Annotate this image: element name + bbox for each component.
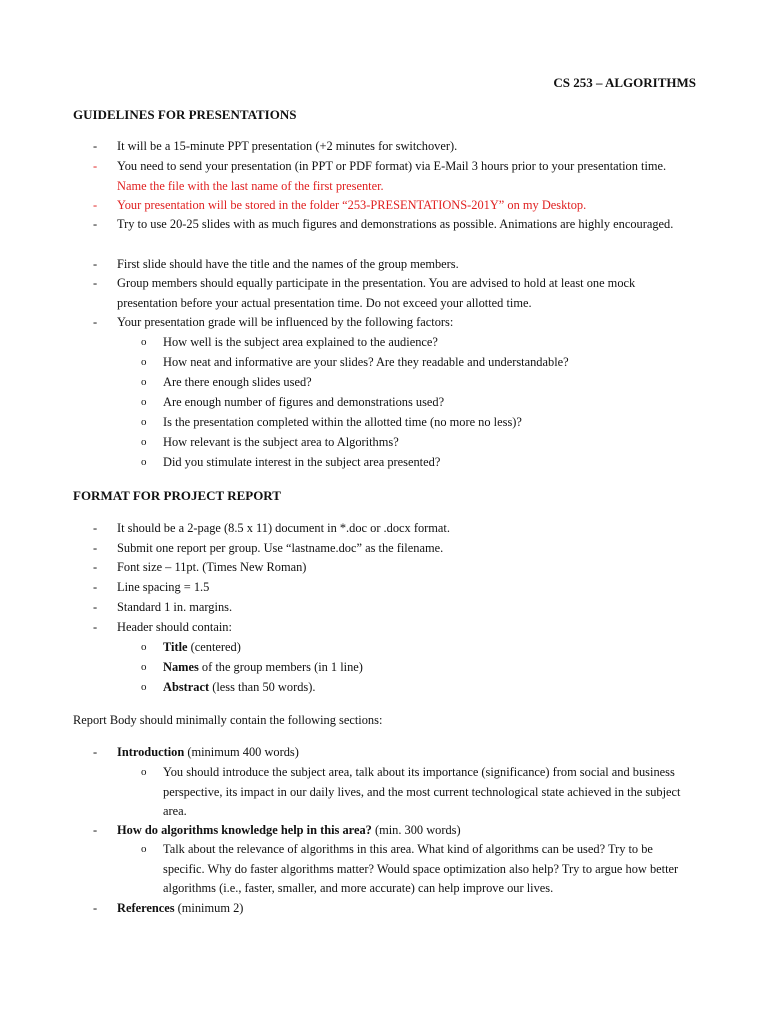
- bullet-marker: o: [141, 641, 147, 653]
- factor-text: How relevant is the subject area to Algorithms?: [163, 435, 399, 449]
- section-detail-text: Talk about the relevance of algorithms in this area. What kind of algorithms can be used? Try to be specific. Why do faster algorithms matter? Would space optimization also help? Try to argue how better algorithms (i.e., faster, smaller, and more accurate) can help improve our lives.: [163, 842, 679, 895]
- bullet-marker: o: [141, 416, 147, 428]
- section-item: [93, 899, 693, 919]
- guidelines-heading: GUIDELINES FOR PRESENTATIONS: [73, 107, 297, 122]
- dash-marker: -: [93, 620, 98, 634]
- bullet-marker: o: [141, 376, 147, 388]
- factor-item: [141, 433, 696, 453]
- dash-marker: -: [93, 580, 98, 594]
- guideline-text: Your presentation grade will be influenced by the following factors:: [117, 315, 454, 329]
- report-format-heading: FORMAT FOR PROJECT REPORT: [73, 488, 281, 503]
- guideline-item: [93, 137, 693, 157]
- factor-item: [141, 413, 696, 433]
- course-title: CS 253 – ALGORITHMS: [553, 75, 696, 90]
- header-item-label: Abstract: [163, 680, 210, 694]
- header-item: [141, 658, 696, 678]
- dash-marker: -: [93, 198, 98, 212]
- dash-marker: -: [93, 139, 98, 153]
- guideline-text: First slide should have the title and the names of the group members.: [117, 257, 459, 271]
- bullet-marker: o: [141, 456, 147, 468]
- guideline-item: [93, 313, 693, 333]
- guideline-text: You need to send your presentation (in PPT or PDF format) via E-Mail 3 hours prior to your presentation time.: [117, 159, 667, 173]
- factor-text: Is the presentation completed within the allotted time (no more no less)?: [163, 415, 522, 429]
- section-detail: [141, 763, 696, 822]
- factor-text: How neat and informative are your slides? Are they readable and understandable?: [163, 355, 569, 369]
- section-requirement: (min. 300 words): [371, 823, 461, 837]
- report-body-intro: Report Body should minimally contain the following sections:: [73, 713, 383, 727]
- factor-item: [141, 333, 696, 353]
- factor-text: How well is the subject area explained to the audience?: [163, 335, 438, 349]
- bullet-marker: o: [141, 681, 147, 693]
- dash-marker: -: [93, 521, 98, 535]
- factor-item: [141, 373, 696, 393]
- header-item-text: (centered): [187, 640, 241, 654]
- bullet-marker: o: [141, 336, 147, 348]
- factor-item: [141, 393, 696, 413]
- bullet-marker: o: [141, 356, 147, 368]
- bullet-marker: o: [141, 766, 147, 778]
- dash-marker: -: [93, 560, 98, 574]
- guideline-item: [93, 255, 693, 275]
- bullet-marker: o: [141, 843, 147, 855]
- header-item: [141, 678, 696, 698]
- factor-text: Are there enough slides used?: [163, 375, 312, 389]
- bullet-marker: o: [141, 396, 147, 408]
- format-item: [93, 598, 693, 618]
- dash-marker: -: [93, 217, 98, 231]
- section-requirement: (minimum 2): [174, 901, 244, 915]
- dash-marker: -: [93, 315, 98, 329]
- header-item: [141, 638, 696, 658]
- dash-marker: -: [93, 276, 98, 290]
- dash-marker: -: [93, 541, 98, 555]
- dash-marker: -: [93, 600, 98, 614]
- factor-text: Are enough number of figures and demonstrations used?: [163, 395, 445, 409]
- guideline-text: It will be a 15-minute PPT presentation (+2 minutes for switchover).: [117, 139, 458, 153]
- guideline-highlight: Name the file with the last name of the first presenter.: [117, 178, 384, 193]
- header-item-text: of the group members (in 1 line): [198, 660, 363, 674]
- section-item: [93, 821, 693, 841]
- factor-text: Did you stimulate interest in the subject area presented?: [163, 455, 441, 469]
- section-title: How do algorithms knowledge help in this area?: [117, 823, 372, 837]
- format-item: [93, 519, 693, 539]
- section-detail-text: You should introduce the subject area, talk about its importance (significance) from social and business perspective, its impact in our daily lives, and the most current technological state achieved in the subject area.: [163, 765, 681, 818]
- section-title: References: [117, 901, 175, 915]
- guideline-item: [93, 215, 693, 235]
- section-item: [93, 743, 693, 763]
- dash-marker: -: [93, 159, 98, 173]
- format-text: Font size – 11pt. (Times New Roman): [117, 560, 307, 574]
- header-item-label: Title: [163, 640, 188, 654]
- section-title: Introduction: [117, 745, 185, 759]
- dash-marker: -: [93, 257, 98, 271]
- section-detail: [141, 840, 696, 899]
- format-item: [93, 618, 693, 638]
- section-requirement: (minimum 400 words): [184, 745, 299, 759]
- guideline-item: [93, 274, 693, 313]
- guideline-text: Try to use 20-25 slides with as much figures and demonstrations as possible. Animations are highly encouraged.: [117, 217, 674, 231]
- format-text: Header should contain:: [117, 620, 232, 634]
- factor-item: [141, 453, 696, 473]
- factor-item: [141, 353, 696, 373]
- header-item-text: (less than 50 words).: [209, 680, 316, 694]
- header-item-label: Names: [163, 660, 199, 674]
- format-text: Submit one report per group. Use “lastname.doc” as the filename.: [117, 541, 444, 555]
- guideline-item: [93, 157, 693, 196]
- bullet-marker: o: [141, 436, 147, 448]
- guideline-item: [93, 196, 693, 216]
- format-text: Line spacing = 1.5: [117, 580, 210, 594]
- guideline-text: Group members should equally participate in the presentation. You are advised to hold at least one mock presentation before your actual presentation time. Do not exceed your allotted time.: [117, 276, 636, 310]
- dash-marker: -: [93, 823, 98, 837]
- dash-marker: -: [93, 901, 98, 915]
- guideline-highlight: Your presentation will be stored in the folder “253-PRESENTATIONS-201Y” on my Desktop.: [117, 198, 587, 212]
- bullet-marker: o: [141, 661, 147, 673]
- format-item: [93, 539, 693, 559]
- dash-marker: -: [93, 745, 98, 759]
- format-text: Standard 1 in. margins.: [117, 600, 233, 614]
- format-text: It should be a 2-page (8.5 x 11) document in *.doc or .docx format.: [117, 521, 450, 535]
- format-item: [93, 558, 693, 578]
- format-item: [93, 578, 693, 598]
